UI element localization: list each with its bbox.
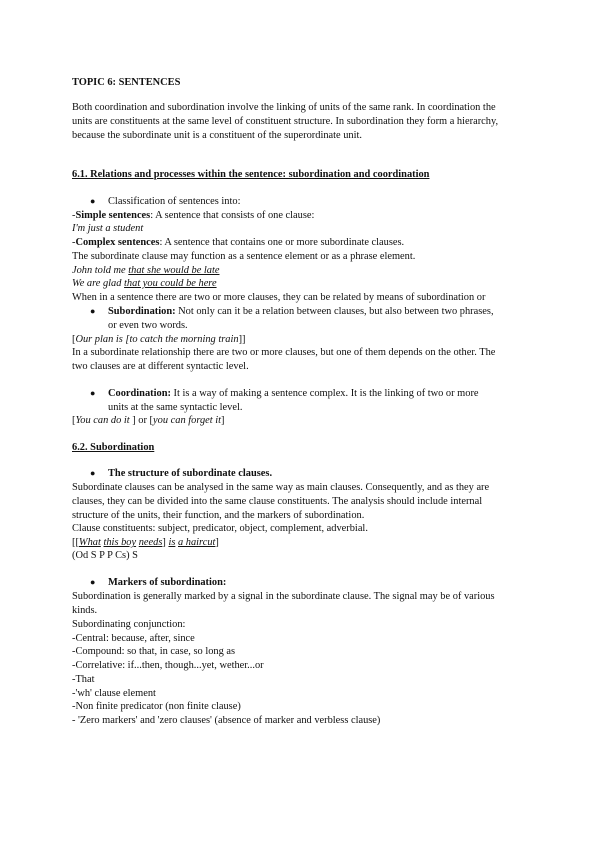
complex-line-2: The subordinate clause may function as a sentence element or as a phrase element.	[72, 251, 416, 262]
structure-heading: The structure of subordinate clauses.	[108, 468, 273, 479]
bracket: [	[72, 334, 76, 345]
subordination-line	[108, 305, 494, 318]
bracket: ]]	[238, 334, 246, 345]
markers-heading: Markers of subordination:	[108, 577, 227, 588]
bullet-icon: ●	[90, 196, 96, 206]
bullet-icon: ●	[90, 306, 96, 316]
analysis-code: (Od S P P Cs) S	[72, 550, 138, 561]
constituent: needs	[138, 537, 163, 548]
markers-line: -Central: because, after, since	[72, 633, 195, 644]
simple-sentences-line: -Simple sentences: A sentence that consists of one clause:	[72, 210, 315, 221]
subordination-label: Subordination:	[108, 306, 176, 317]
markers-line: kinds.	[72, 605, 98, 616]
markers-line: Subordination is generally marked by a signal in the subordinate clause. The signal may be of various	[72, 591, 495, 602]
bullet-icon: ●	[90, 577, 96, 587]
subordinate-relationship-line: two clauses are at different syntactic level.	[72, 361, 249, 372]
coordination-line	[108, 387, 479, 400]
example-main: We are glad	[72, 278, 125, 289]
example-simple: I'm just a student	[72, 223, 144, 234]
section-heading-6-1: 6.1. Relations and processes within the sentence: subordination and coordination	[72, 169, 430, 180]
structure-line: clauses, they can be divided into the same clause constituents. The analysis should include internal	[72, 496, 483, 507]
constituent: is	[168, 537, 176, 548]
bracket: ]	[221, 415, 225, 426]
markers-line: -Correlative: if...then, though...yet, wether...or	[72, 660, 264, 671]
subordination-line-2: or even two words.	[108, 320, 188, 331]
bracket: ] or [	[132, 415, 154, 426]
example-clause: you can forget it	[153, 415, 222, 426]
plan-example	[72, 333, 245, 346]
example-subordinate: that she would be late	[128, 265, 220, 276]
example-main: John told me	[72, 265, 129, 276]
coordination-label: Coordination:	[108, 388, 171, 399]
complex-sentences-text: : A sentence that contains one or more subordinate clauses.	[159, 237, 405, 248]
section-heading-6-2: 6.2. Subordination	[72, 442, 155, 453]
structure-line: structure of the units, their function, and the markers of subordination.	[72, 510, 365, 521]
relation-line: When in a sentence there are two or more clauses, they can be related by means of subordination or	[72, 292, 486, 303]
bullet-text: Classification of sentences into:	[108, 196, 241, 207]
example-complex-1	[72, 264, 219, 277]
markers-line: -Compound: so that, in case, so long as	[72, 646, 236, 657]
intro-line: units are constituents at the same level of constituent structure. In subordination they form a hierarchy,	[72, 116, 499, 127]
coordination-line-2: units at the same syntactic level.	[108, 402, 243, 413]
subordinate-relationship-line: In a subordinate relationship there are two or more clauses, but one of them depends on the other. The	[72, 347, 496, 358]
constituent: What	[78, 537, 101, 548]
coordination-text: It is a way of making a sentence complex. It is the linking of two or more	[170, 388, 479, 399]
example-subordinate: [to catch the morning train	[125, 334, 239, 345]
example-clause: You can do it	[75, 415, 133, 426]
intro-line: Both coordination and subordination involve the linking of units of the same rank. In coordination the	[72, 102, 496, 113]
markers-line: -Non finite predicator (non finite clause)	[72, 701, 241, 712]
constituent: a haircut	[177, 537, 216, 548]
subordination-text: Not only can it be a relation between clauses, but also between two phrases,	[175, 306, 494, 317]
simple-sentences-text: : A sentence that consists of one clause:	[150, 210, 315, 221]
simple-sentences-label: Simple sentences	[75, 210, 151, 221]
example-complex-2	[72, 277, 217, 290]
bullet-icon: ●	[90, 388, 96, 398]
bullet-icon: ●	[90, 468, 96, 478]
structure-line: Subordinate clauses can be analysed in the same way as main clauses. Consequently, and as they are	[72, 482, 490, 493]
constituent: this boy	[103, 537, 137, 548]
page-title: TOPIC 6: SENTENCES	[72, 77, 181, 88]
example-main: Our plan is	[75, 334, 126, 345]
bracket: [	[72, 415, 76, 426]
structure-line: Clause constituents: subject, predicator, object, complement, adverbial.	[72, 523, 368, 534]
markers-line: - 'Zero markers' and 'zero clauses' (absence of marker and verbless clause)	[72, 715, 381, 726]
intro-line: because the subordinate unit is a constituent of the superordinate unit.	[72, 130, 362, 141]
markers-line: -That	[72, 674, 95, 685]
example-subordinate: that you could be here	[124, 278, 217, 289]
coordination-example	[72, 414, 225, 427]
markers-line: Subordinating conjunction:	[72, 619, 186, 630]
markers-line: -'wh' clause element	[72, 688, 156, 699]
complex-sentences-label: Complex sentences	[75, 237, 160, 248]
bracket: ]	[215, 537, 219, 548]
bracket: [[	[72, 537, 79, 548]
analysis-example: [[What this boy needs] is a haircut]	[72, 537, 219, 548]
complex-sentences-line: -Complex sentences: A sentence that contains one or more subordinate clauses.	[72, 237, 405, 248]
